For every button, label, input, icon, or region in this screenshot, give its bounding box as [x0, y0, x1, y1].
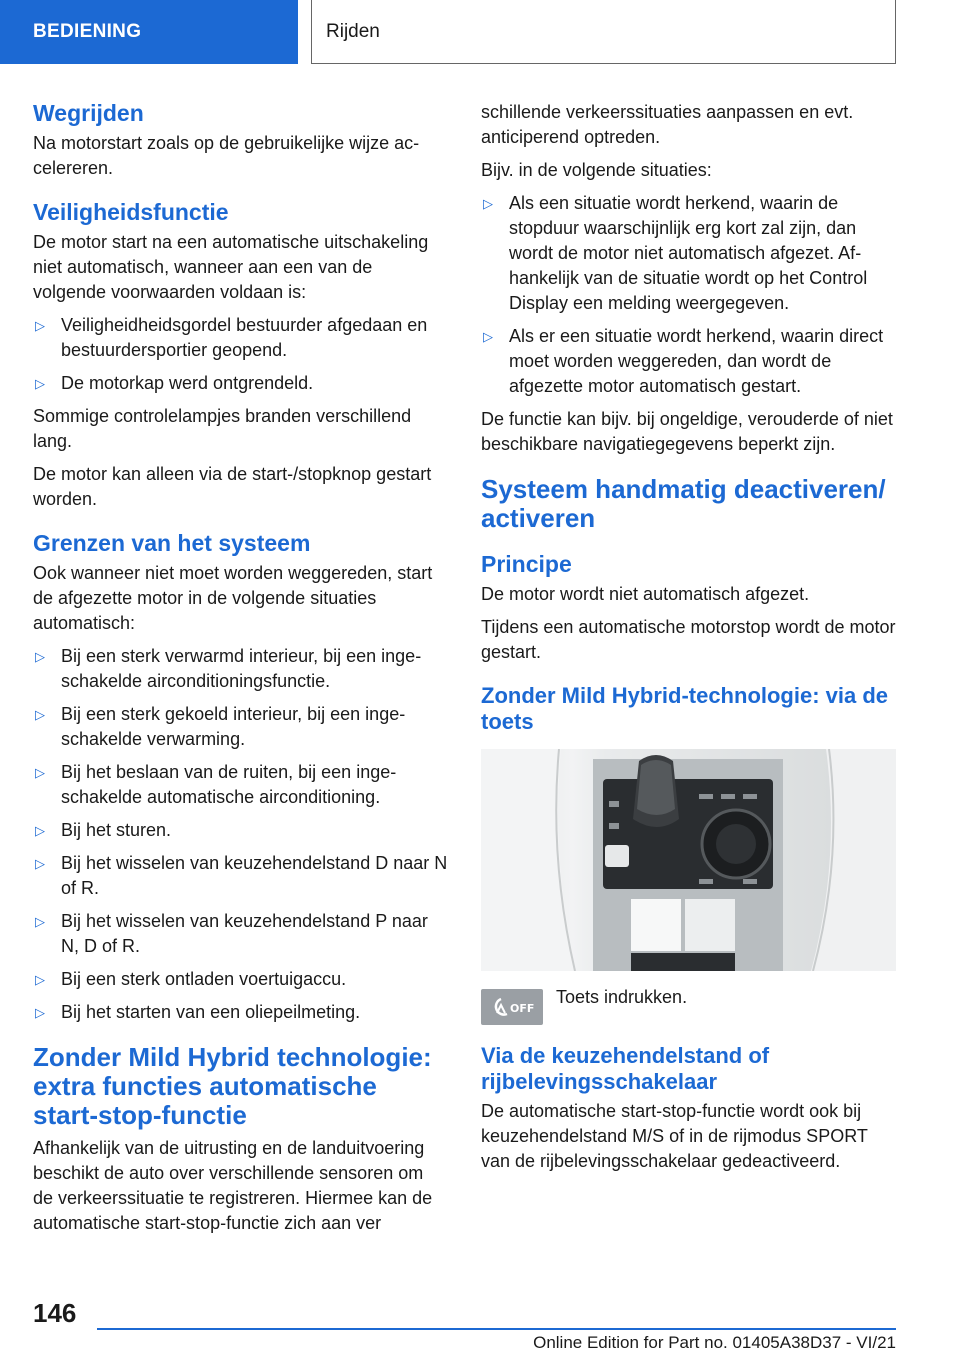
heading-veiligheidsfunctie: Veiligheidsfunctie [33, 199, 229, 225]
paragraph-zonder-mild-hybrid: Afhankelijk van de uitrusting en de landuitvoering beschikt de auto over verschillende sensoren om de verkeerssituatie te registreren. Hiermee kan de automatische start-stop-functie zich aan ver [33, 1138, 433, 1233]
list-item: ▷ Bij een sterk ontladen voertuigaccu. [33, 967, 448, 992]
paragraph-veiligheid-intro: De motor start na een automatische uitschakeling niet automatisch, wanneer aan een van de volgende voorwaarden voldaan is: [33, 232, 429, 302]
list-item: ▷ Als een situatie wordt herkend, waarin de stopduur waarschijnlijk erg kort zal zijn, dan wordt de motor niet automatisch afgezet. Afhankelijk van de situatie wordt op het Control Display een melding weergegeven. [483, 193, 868, 313]
list-item: ▷ Bij het beslaan van de ruiten, bij een ingeschakelde automatische airconditioning. [35, 762, 397, 807]
heading-grenzen: Grenzen van het systeem [33, 530, 311, 556]
heading-principe: Principe [481, 551, 572, 577]
paragraph-principe-2: Tijdens een automatische motorstop wordt de motor gestart. [481, 617, 896, 662]
right-column [481, 100, 896, 1182]
section-tab [0, 0, 298, 64]
chapter-label: Rijden [326, 20, 380, 42]
paragraph-startknop: De motor kan alleen via de start-/stopknop gestart worden. [33, 464, 432, 509]
auto-start-stop-off-icon [481, 989, 543, 1025]
bullet-icon: ▷ [35, 972, 45, 987]
bullet-icon: ▷ [35, 856, 45, 871]
key-instruction [481, 985, 896, 1025]
heading-toets: Zonder Mild Hybrid-technologie: via de toets [481, 683, 889, 734]
svg-text:OFF: OFF [510, 1002, 535, 1015]
bullet-icon: ▷ [35, 823, 45, 838]
bullet-icon: ▷ [35, 765, 45, 780]
bullet-icon: ▷ [35, 914, 45, 929]
bullet-icon: ▷ [35, 649, 45, 664]
list-item: ▷ Bij een sterk verwarmd interieur, bij een ingeschakelde airconditioningsfunctie. [35, 646, 422, 691]
bullet-icon: ▷ [35, 318, 45, 333]
footer-edition: Online Edition for Part no. 01405A38D37 - VI/21 [533, 1333, 896, 1352]
list-item: ▷ Bij het sturen. [33, 818, 448, 843]
heading-wegrijden: Wegrijden [33, 100, 144, 126]
paragraph-situaties-intro: Bijv. in de volgende situaties: [481, 160, 712, 180]
paragraph-controlelampjes: Sommige controlelampjes branden verschillend lang. [33, 406, 412, 451]
heading-zonder-mild-hybrid: Zonder Mild Hybrid technologie: extra functies automatische start-stop-functie [33, 1042, 432, 1130]
bullet-icon: ▷ [483, 196, 493, 211]
chapter-header [311, 0, 896, 64]
footer-divider [97, 1328, 896, 1330]
list-grenzen [33, 644, 448, 1025]
key-instruction-text: Toets indrukken. [556, 987, 688, 1007]
paragraph-keuzehendelstand: De automatische start-stop-functie wordt ook bij keuzehendelstand M/S of in de rijmodus SPORT van de rijbelevingsschakelaar gedeactiveerd. [481, 1101, 868, 1171]
paragraph-continued: schillende verkeerssituaties aanpassen en evt. anticiperend optreden. [481, 102, 854, 147]
paragraph-wegrijden: Na motorstart zoals op de gebruikelijke wijze accelereren. [33, 133, 420, 178]
list-item: ▷ Bij het starten van een oliepeilmeting. [33, 1000, 448, 1025]
list-item: ▷ Veiligheidheidsgordel bestuurder afgedaan en bestuurdersportier geopend. [35, 315, 428, 360]
list-situaties [481, 191, 896, 399]
paragraph-grenzen-intro: Ook wanneer niet moet worden weggereden, start de afgezette motor in de volgende situaties automatisch: [33, 563, 433, 633]
bullet-icon: ▷ [35, 376, 45, 391]
paragraph-principe-1: De motor wordt niet automatisch afgezet. [481, 584, 810, 604]
heading-systeem: Systeem handmatig deactiveren/ activeren [481, 474, 886, 533]
list-veiligheid [33, 313, 448, 396]
page-number: 146 [33, 1298, 77, 1328]
list-item: ▷ Bij het wisselen van keuzehendelstand P naar N, D of R. [35, 911, 428, 956]
center-console-illustration [481, 749, 896, 971]
left-column [33, 100, 448, 1244]
heading-keuzehendelstand: Via de keuzehendelstand of rijbelevingsschakelaar [481, 1043, 770, 1094]
paragraph-functie: De functie kan bijv. bij ongeldige, verouderde of niet beschikbare navigatiegegevens beperkt zijn. [481, 409, 893, 454]
list-item: ▷ Als er een situatie wordt herkend, waarin direct moet worden weggereden, dan wordt de afgezette motor automatisch gestart. [483, 326, 884, 396]
list-item: ▷ Bij een sterk gekoeld interieur, bij een ingeschakelde verwarming. [35, 704, 406, 749]
bullet-icon: ▷ [35, 707, 45, 722]
bullet-icon: ▷ [35, 1005, 45, 1020]
section-label: BEDIENING [33, 21, 142, 42]
list-item: ▷ Bij het wisselen van keuzehendelstand D naar N of R. [35, 853, 448, 898]
center-console-image [481, 749, 896, 971]
bullet-icon: ▷ [483, 329, 493, 344]
list-item: ▷ De motorkap werd ontgrendeld. [33, 371, 448, 396]
